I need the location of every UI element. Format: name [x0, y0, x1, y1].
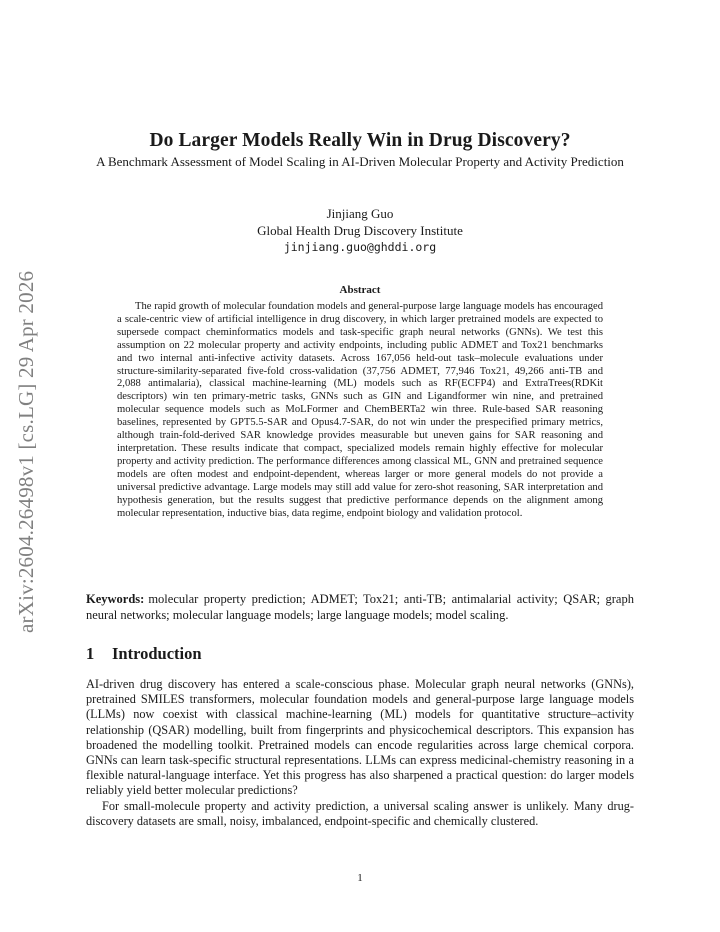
keywords	[86, 592, 634, 623]
intro-paragraph: For small-molecule property and activity prediction, a universal scaling answer is unlikely. Many drug-discovery datasets are small, noisy, imbalanced, endpoint-specific and chemically clustered.	[86, 798, 634, 828]
abstract-heading: Abstract	[339, 284, 381, 296]
arxiv-identifier: arXiv:2604.26498v1 [cs.LG] 29 Apr 2026	[14, 270, 38, 634]
intro-paragraph: AI-driven drug discovery has entered a scale-conscious phase. Molecular graph neural networks (GNNs), pretrained SMILES transformers, molecular foundation models and general-purpose large language models (LLMs) now coexist with classical machine-learning (ML) models for quantitative structure–activity relationship (QSAR) modelling, built from fingerprints and physicochemical descriptors. This expansion has broadened the modelling toolkit. Pretrained models can encode regularities across large chemical corpora. GNNs can learn task-specific structural representations. LLMs can express medicinal-chemistry reasoning in a flexible natural-language interface. Yet this progress has also sharpened a practical question: do larger models reliably yield better molecular predictions?	[86, 677, 634, 798]
section-title: Introduction	[112, 644, 202, 663]
section-number: 1	[86, 644, 95, 663]
paper-subtitle: A Benchmark Assessment of Model Scaling in AI-Driven Molecular Property and Activity Prediction	[96, 154, 624, 169]
keywords-text: molecular property prediction; ADMET; Tox21; anti-TB; antimalarial activity; QSAR; graph neural networks; molecular language models; large language models; model scaling.	[86, 592, 634, 622]
author-affiliation: Global Health Drug Discovery Institute	[257, 222, 463, 238]
author-email: jinjiang.guo@ghddi.org	[283, 240, 437, 254]
page-number: 1	[357, 872, 363, 884]
author-name: Jinjiang Guo	[326, 206, 394, 221]
author-block	[86, 206, 634, 256]
section-heading	[86, 644, 634, 664]
abstract-text: The rapid growth of molecular foundation models and general-purpose large language models has encouraged a scale-centric view of artificial intelligence in drug discovery, in which larger pretrained models are expected to supersede compact cheminformatics models and task-specific graph neural networks (GNNs). We test this assumption on 22 molecular property and activity endpoints, including public ADMET and Tox21 benchmarks and two internal anti-infective activity datasets. Across 167,056 held-out task–molecule evaluations under structure-similarity-separated five-fold cross-validation (37,756 ADMET, 77,946 Tox21, 49,266 anti-TB and 2,088 antimalaria), classical machine-learning (ML) models such as RF(ECFP4) and ExtraTrees(RDKit descriptors) win ten primary-metric tasks, GNNs such as GIN and Ligandformer win nine, and pretrained molecular sequence models such as MoLFormer and ChemBERTa2 win three. Rule-based SAR reasoning baselines, represented by GPT5.5-SAR and Opus4.7-SAR, do not win under the prespecified primary metrics, although train-fold-derived SAR knowledge provides measurable but uneven gains for SAR reasoning and interpretation. These results indicate that compact, specialized models remain highly effective for molecular property and activity prediction. The performance differences among classical ML, GNN and pretrained sequence models are often modest and endpoint-dependent, whereas larger or more general models do not provide a universal predictive advantage. Large models may still add value for zero-shot reasoning, SAR interpretation and hypothesis generation, but the results suggest that predictive performance depends on the alignment among molecular representation, inductive bias, data regime, endpoint biology and validation protocol.	[117, 301, 603, 519]
paper-title: Do Larger Models Really Win in Drug Discovery?	[149, 130, 571, 151]
introduction-body	[86, 677, 634, 829]
keywords-label: Keywords:	[86, 592, 145, 606]
